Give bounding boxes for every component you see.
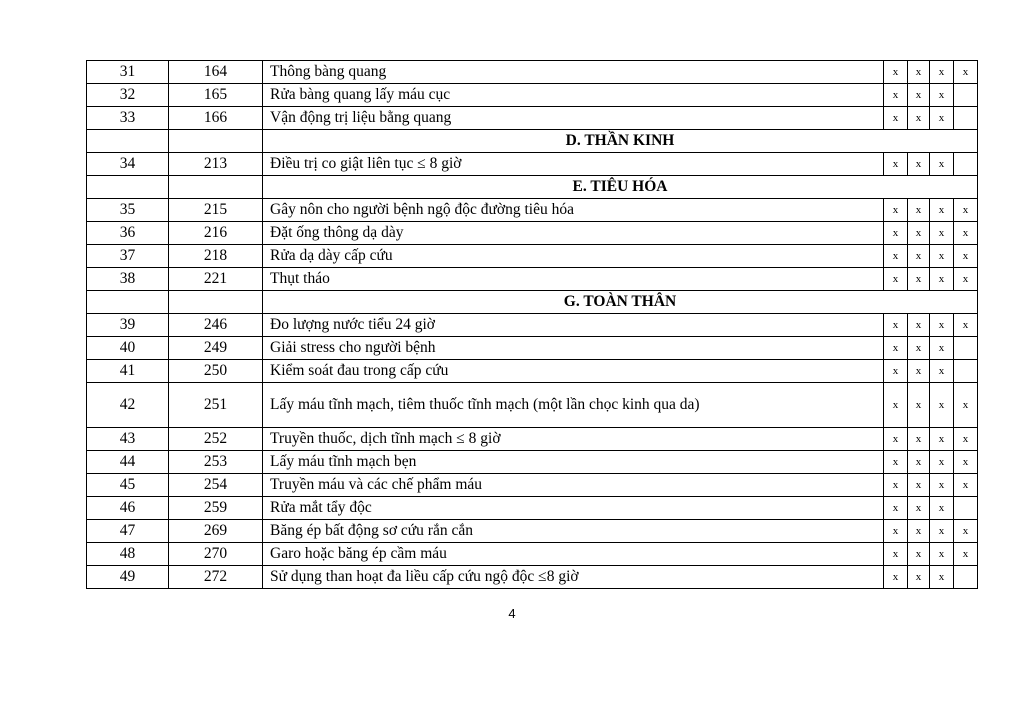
level-mark-cell: x xyxy=(908,153,930,176)
procedure-table xyxy=(86,60,978,589)
procedure-name-cell: Vận động trị liệu bằng quang xyxy=(263,107,884,130)
level-mark-cell: x xyxy=(930,222,954,245)
stt-cell: 47 xyxy=(87,520,169,543)
stt-cell: 33 xyxy=(87,107,169,130)
code-cell xyxy=(169,176,263,199)
stt-cell: 32 xyxy=(87,84,169,107)
table-row xyxy=(87,360,978,383)
section-row xyxy=(87,176,978,199)
level-mark-cell: x xyxy=(954,61,978,84)
level-mark-cell: x xyxy=(930,566,954,589)
stt-cell: 41 xyxy=(87,360,169,383)
section-title: D. THẦN KINH xyxy=(263,130,978,153)
page-number: 4 xyxy=(508,606,516,621)
code-cell: 252 xyxy=(169,428,263,451)
code-cell: 272 xyxy=(169,566,263,589)
level-mark-cell: x xyxy=(884,428,908,451)
code-cell: 213 xyxy=(169,153,263,176)
table-row xyxy=(87,520,978,543)
table-row xyxy=(87,107,978,130)
code-cell: 253 xyxy=(169,451,263,474)
stt-cell: 34 xyxy=(87,153,169,176)
level-mark-cell: x xyxy=(954,474,978,497)
table-row xyxy=(87,222,978,245)
stt-cell: 39 xyxy=(87,314,169,337)
code-cell: 166 xyxy=(169,107,263,130)
table-row xyxy=(87,337,978,360)
level-mark-cell: x xyxy=(908,199,930,222)
level-mark-cell: x xyxy=(908,245,930,268)
level-mark-cell: x xyxy=(954,314,978,337)
level-mark-cell: x xyxy=(954,268,978,291)
level-mark-cell: x xyxy=(908,314,930,337)
level-mark-cell: x xyxy=(908,566,930,589)
level-mark-cell: x xyxy=(930,199,954,222)
level-mark-cell: x xyxy=(930,107,954,130)
level-mark-cell: x xyxy=(930,268,954,291)
level-mark-cell: x xyxy=(884,222,908,245)
table-body xyxy=(87,61,978,589)
table-row xyxy=(87,474,978,497)
level-mark-cell: x xyxy=(884,566,908,589)
level-mark-cell: x xyxy=(954,222,978,245)
stt-cell xyxy=(87,130,169,153)
level-mark-cell: x xyxy=(884,245,908,268)
code-cell: 165 xyxy=(169,84,263,107)
stt-cell: 31 xyxy=(87,61,169,84)
code-cell xyxy=(169,291,263,314)
stt-cell: 38 xyxy=(87,268,169,291)
level-mark-cell xyxy=(954,566,978,589)
level-mark-cell: x xyxy=(930,61,954,84)
table-row xyxy=(87,61,978,84)
level-mark-cell: x xyxy=(884,84,908,107)
code-cell xyxy=(169,130,263,153)
stt-cell xyxy=(87,291,169,314)
level-mark-cell: x xyxy=(908,61,930,84)
procedure-name-cell: Lấy máu tĩnh mạch bẹn xyxy=(263,451,884,474)
level-mark-cell: x xyxy=(930,428,954,451)
code-cell: 251 xyxy=(169,383,263,428)
level-mark-cell xyxy=(954,497,978,520)
level-mark-cell: x xyxy=(884,61,908,84)
level-mark-cell: x xyxy=(884,153,908,176)
level-mark-cell: x xyxy=(908,84,930,107)
level-mark-cell: x xyxy=(884,107,908,130)
level-mark-cell: x xyxy=(908,383,930,428)
level-mark-cell: x xyxy=(908,107,930,130)
table-row xyxy=(87,383,978,428)
stt-cell: 46 xyxy=(87,497,169,520)
table-row xyxy=(87,497,978,520)
procedure-name-cell: Thông bàng quang xyxy=(263,61,884,84)
code-cell: 250 xyxy=(169,360,263,383)
table-row xyxy=(87,199,978,222)
stt-cell: 35 xyxy=(87,199,169,222)
level-mark-cell: x xyxy=(884,199,908,222)
procedure-name-cell: Kiểm soát đau trong cấp cứu xyxy=(263,360,884,383)
code-cell: 249 xyxy=(169,337,263,360)
table-row xyxy=(87,314,978,337)
level-mark-cell: x xyxy=(884,360,908,383)
code-cell: 270 xyxy=(169,543,263,566)
procedure-name-cell: Điều trị co giật liên tục ≤ 8 giờ xyxy=(263,153,884,176)
section-title: E. TIÊU HÓA xyxy=(263,176,978,199)
level-mark-cell: x xyxy=(908,222,930,245)
stt-cell: 37 xyxy=(87,245,169,268)
level-mark-cell: x xyxy=(884,314,908,337)
procedure-name-cell: Truyền máu và các chế phẩm máu xyxy=(263,474,884,497)
procedure-name-cell: Rửa mắt tẩy độc xyxy=(263,497,884,520)
level-mark-cell: x xyxy=(884,497,908,520)
level-mark-cell: x xyxy=(908,360,930,383)
procedure-name-cell: Garo hoặc băng ép cầm máu xyxy=(263,543,884,566)
level-mark-cell: x xyxy=(884,520,908,543)
procedure-name-cell: Gây nôn cho người bệnh ngộ độc đường tiêu hóa xyxy=(263,199,884,222)
level-mark-cell xyxy=(954,153,978,176)
procedure-name-cell: Sử dụng than hoạt đa liều cấp cứu ngộ độc ≤8 giờ xyxy=(263,566,884,589)
stt-cell: 44 xyxy=(87,451,169,474)
level-mark-cell: x xyxy=(954,520,978,543)
code-cell: 218 xyxy=(169,245,263,268)
level-mark-cell: x xyxy=(954,451,978,474)
level-mark-cell: x xyxy=(954,245,978,268)
stt-cell: 45 xyxy=(87,474,169,497)
level-mark-cell: x xyxy=(930,314,954,337)
stt-cell: 49 xyxy=(87,566,169,589)
level-mark-cell: x xyxy=(884,474,908,497)
table-row xyxy=(87,543,978,566)
procedure-name-cell: Rửa dạ dày cấp cứu xyxy=(263,245,884,268)
code-cell: 215 xyxy=(169,199,263,222)
level-mark-cell: x xyxy=(930,451,954,474)
procedure-name-cell: Đo lượng nước tiểu 24 giờ xyxy=(263,314,884,337)
level-mark-cell: x xyxy=(884,337,908,360)
level-mark-cell: x xyxy=(930,497,954,520)
level-mark-cell: x xyxy=(930,153,954,176)
stt-cell: 36 xyxy=(87,222,169,245)
level-mark-cell xyxy=(954,360,978,383)
stt-cell: 42 xyxy=(87,383,169,428)
level-mark-cell: x xyxy=(908,268,930,291)
level-mark-cell: x xyxy=(908,520,930,543)
level-mark-cell: x xyxy=(954,199,978,222)
code-cell: 164 xyxy=(169,61,263,84)
stt-cell: 43 xyxy=(87,428,169,451)
section-row xyxy=(87,291,978,314)
stt-cell: 48 xyxy=(87,543,169,566)
level-mark-cell xyxy=(954,337,978,360)
level-mark-cell: x xyxy=(930,520,954,543)
stt-cell xyxy=(87,176,169,199)
table-row xyxy=(87,153,978,176)
code-cell: 269 xyxy=(169,520,263,543)
procedure-name-cell: Rửa bàng quang lấy máu cục xyxy=(263,84,884,107)
procedure-name-cell: Đặt ống thông dạ dày xyxy=(263,222,884,245)
level-mark-cell: x xyxy=(930,474,954,497)
level-mark-cell xyxy=(954,107,978,130)
level-mark-cell: x xyxy=(908,497,930,520)
procedure-name-cell: Băng ép bất động sơ cứu rắn cắn xyxy=(263,520,884,543)
table-row xyxy=(87,245,978,268)
level-mark-cell: x xyxy=(884,543,908,566)
code-cell: 221 xyxy=(169,268,263,291)
stt-cell: 40 xyxy=(87,337,169,360)
table-row xyxy=(87,428,978,451)
level-mark-cell: x xyxy=(930,543,954,566)
level-mark-cell: x xyxy=(884,451,908,474)
table-row xyxy=(87,451,978,474)
procedure-name-cell: Thụt tháo xyxy=(263,268,884,291)
section-title: G. TOÀN THÂN xyxy=(263,291,978,314)
table-row xyxy=(87,566,978,589)
table-row xyxy=(87,84,978,107)
table-row xyxy=(87,268,978,291)
level-mark-cell: x xyxy=(908,474,930,497)
code-cell: 259 xyxy=(169,497,263,520)
level-mark-cell: x xyxy=(908,543,930,566)
procedure-name-cell: Giải stress cho người bệnh xyxy=(263,337,884,360)
level-mark-cell: x xyxy=(930,84,954,107)
level-mark-cell xyxy=(954,84,978,107)
level-mark-cell: x xyxy=(954,543,978,566)
level-mark-cell: x xyxy=(954,383,978,428)
code-cell: 216 xyxy=(169,222,263,245)
level-mark-cell: x xyxy=(930,383,954,428)
level-mark-cell: x xyxy=(884,268,908,291)
procedure-name-cell: Lấy máu tĩnh mạch, tiêm thuốc tĩnh mạch (một lần chọc kinh qua da) xyxy=(263,383,884,428)
level-mark-cell: x xyxy=(884,383,908,428)
level-mark-cell: x xyxy=(908,428,930,451)
section-row xyxy=(87,130,978,153)
code-cell: 246 xyxy=(169,314,263,337)
level-mark-cell: x xyxy=(930,337,954,360)
level-mark-cell: x xyxy=(954,428,978,451)
code-cell: 254 xyxy=(169,474,263,497)
level-mark-cell: x xyxy=(908,337,930,360)
level-mark-cell: x xyxy=(908,451,930,474)
procedure-name-cell: Truyền thuốc, dịch tĩnh mạch ≤ 8 giờ xyxy=(263,428,884,451)
level-mark-cell: x xyxy=(930,360,954,383)
level-mark-cell: x xyxy=(930,245,954,268)
